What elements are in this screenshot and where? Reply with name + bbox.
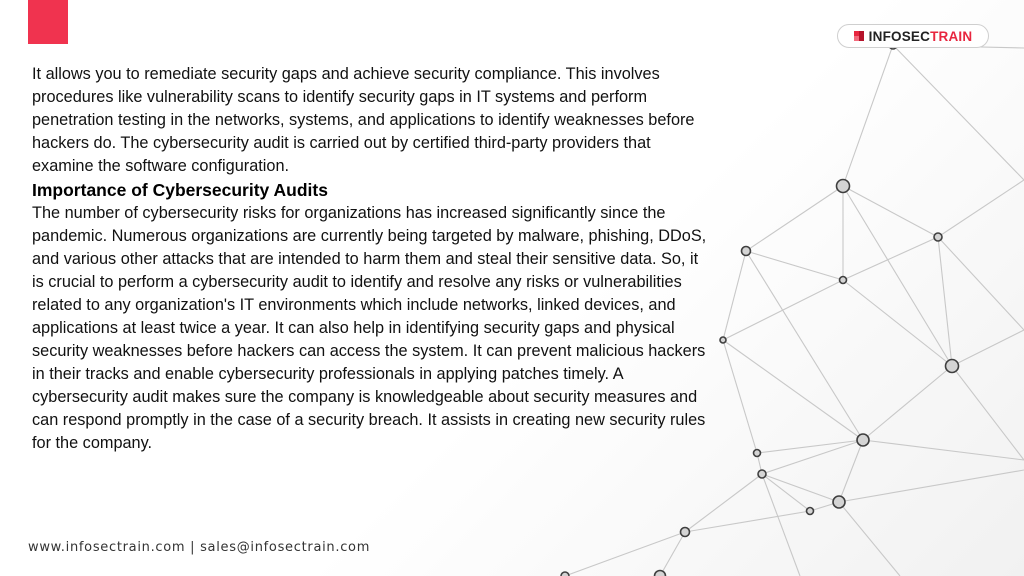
footer-contact	[28, 540, 370, 555]
footer-website: www.infosectrain.com	[28, 540, 186, 555]
main-content	[32, 63, 712, 455]
infosectrain-logo	[837, 24, 989, 48]
footer-separator: |	[190, 540, 196, 555]
logo-text-train: TRAIN	[930, 28, 973, 44]
logo-mark-icon	[854, 31, 864, 41]
logo-text-infosec: INFOSEC	[868, 28, 931, 44]
intro-paragraph: It allows you to remediate security gaps and achieve security compliance. This involves procedures like vulnerability scans to identify security gaps in IT systems and perform penetration testing in the networks, systems, and applications to identify weaknesses before hackers do. The cybersecurity audit is carried out by certified third-party providers that examine the software configuration.	[32, 65, 695, 175]
footer-email: sales@infosectrain.com	[200, 540, 371, 555]
logo-text	[869, 29, 973, 44]
section-heading: Importance of Cybersecurity Audits	[32, 180, 328, 200]
section-paragraph: The number of cybersecurity risks for organizations has increased significantly since the pandemic. Numerous organizations are currently being targeted by malware, phishing, DDoS, and various other attacks that are intended to harm them and steal their sensitive data. So, it is crucial to perform a cybersecurity audit to identify and resolve any risks or vulnerabilities related to any organization's IT environments which include networks, linked devices, and applications at least twice a year. It can also help in identifying security gaps and physical security weaknesses before hackers can access the system. It can prevent malicious hackers in their tracks and enable cybersecurity professionals in applying patches timely. A cybersecurity audit makes sure the company is knowledgeable about security measures and can respond promptly in the case of a security breach. It assists in creating new security rules for the company.	[32, 204, 707, 452]
